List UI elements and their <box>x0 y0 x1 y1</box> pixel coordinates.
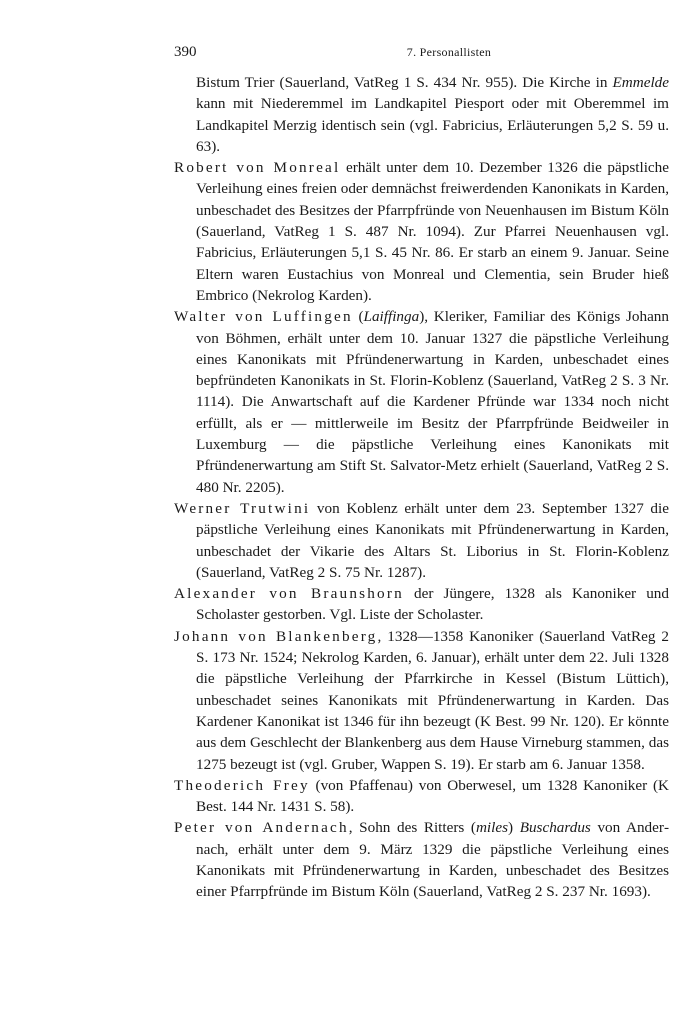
person-entry <box>174 306 669 498</box>
entry-text: kann mit Niederemmel im Landkapitel Piesport oder mit Oberemmel im Landkapitel Merzig identisch sein (vgl. Fabricius, Erläuterungen 5,2 S. 59 u. 63). <box>196 95 669 155</box>
person-name: Werner Trutwini <box>174 499 311 517</box>
page-number: 390 <box>174 44 197 60</box>
running-title: 7. Personallisten <box>406 45 492 59</box>
running-head <box>174 44 670 64</box>
italic-term: miles <box>475 819 509 837</box>
person-entry <box>174 498 669 583</box>
entry-text: , 1328—1358 Kanoniker (Sauerland VatReg 2 S. 173 Nr. 1524; Nekrolog Karden, 6. Januar), erhält unter dem 22. Juli 1328 die päpstliche Verleihung der Pfarrkirche in Kessel (Bistum Lüttich), unbeschadet seines Kanonikats mit Pfründenerwartung in Karden. Das Kardener Kanonikat ist 1346 für ihn bezeugt (K Best. 99 Nr. 120). Er könnte aus dem Geschlecht der Blankenberg aus dem Hause Virneburg stammen, das 1275 bezeugt ist (vgl. Gruber, Wappen S. 19). Er starb am 6. Januar 1358. <box>196 627 669 773</box>
entry-text: erhält unter dem 10. Dezember 1326 die päpstliche Verleihung eines freien oder demnächst freiwerdenden Kanonikats in Karden, unbeschadet des Besitzes der Pfarrpfründe von Neuenhausen im Bistum Köln (Sauerland, VatReg 1 S. 487 Nr. 1094). Zur Pfarrei Neuenhausen vgl. Fabricius, Erläuterungen 5,1 S. 45 Nr. 86. Er starb an einem 9. Januar. Seine Eltern waren Eustachius von Monreal und Clementia, sein Bruder hieß Embrico (Nekrolog Karden). <box>196 159 669 304</box>
entry-text: von Andernach, erhält unter dem 9. März 1329 die päpstliche Verleihung eines Kanonikats mit Pfründenerwartung in Karden, unbeschadet des Besitzes einer Pfarrpfründe im Bistum Köln (Sauerland, VatReg 2 S. 237 Nr. 1693). <box>196 819 669 901</box>
italic-term: Emmelde <box>612 74 669 91</box>
person-name: Johann von Blankenberg <box>174 627 378 645</box>
entry-text: der Jüngere, 1328 als Kanoniker und Scholaster gestorben. Vgl. Liste der Scholaster. <box>196 585 669 624</box>
continued-entry <box>174 72 669 157</box>
person-entry <box>174 775 669 818</box>
entry-text: Bistum Trier (Sauerland, VatReg 1 S. 434 Nr. 955). Die Kirche in <box>196 74 613 91</box>
person-name: Walter von Luffingen <box>174 308 353 326</box>
person-entry <box>174 817 669 902</box>
italic-term: Laiffinga <box>363 308 420 326</box>
entry-text: , Sohn des Ritters ( <box>348 819 476 837</box>
entry-text: ( <box>352 308 364 326</box>
entry-text: (von Pfaffenau) von Oberwesel, um 1328 Kanoniker (K Best. 144 Nr. 1431 S. 58). <box>196 776 669 816</box>
person-name: Theoderich Frey <box>174 776 310 794</box>
entry-list <box>174 72 669 903</box>
person-entry <box>174 626 669 775</box>
italic-term: Buschardus <box>519 819 591 837</box>
person-name: Alexander von Braunshorn <box>174 585 404 603</box>
entry-text: ), Kleriker, Familiar des Königs Johann von Böhmen, erhält unter dem 10. Januar 1327 die päpstliche Verleihung eines Kanonikats mit Pfründenerwartung in Karden, unbeschadet eines bepfründeten Kanonikats in St. Florin-Koblenz (Sauerland, VatReg 2 S. 3 Nr. 1114). Die Anwartschaft auf die Kardener Pfründe war 1334 noch nicht erfüllt, als er — mittlerweile im Besitz der Pfarrpfründe Beidweiler in Luxemburg — die päpstliche Verleihung eines Kanonikats mit Pfründenerwartung am Stift St. Salvator-Metz erhielt (Sauerland, VatReg 2 S. 480 Nr. 2205). <box>196 308 669 496</box>
person-name: Peter von Andernach <box>174 819 349 837</box>
entry-text: ) <box>508 819 520 837</box>
entry-text: von Koblenz erhält unter dem 23. September 1327 die päpstliche Verleihung eines Kanonikats mit Pfründenerwartung in Karden, unbeschadet der Vikarie des Altars St. Liborius in St. Florin-Koblenz (Sauerland, VatReg 2 S. 75 Nr. 1287). <box>196 499 669 581</box>
person-entry <box>174 583 669 626</box>
person-name: Robert von Monreal <box>174 159 341 177</box>
person-entry <box>174 157 669 306</box>
